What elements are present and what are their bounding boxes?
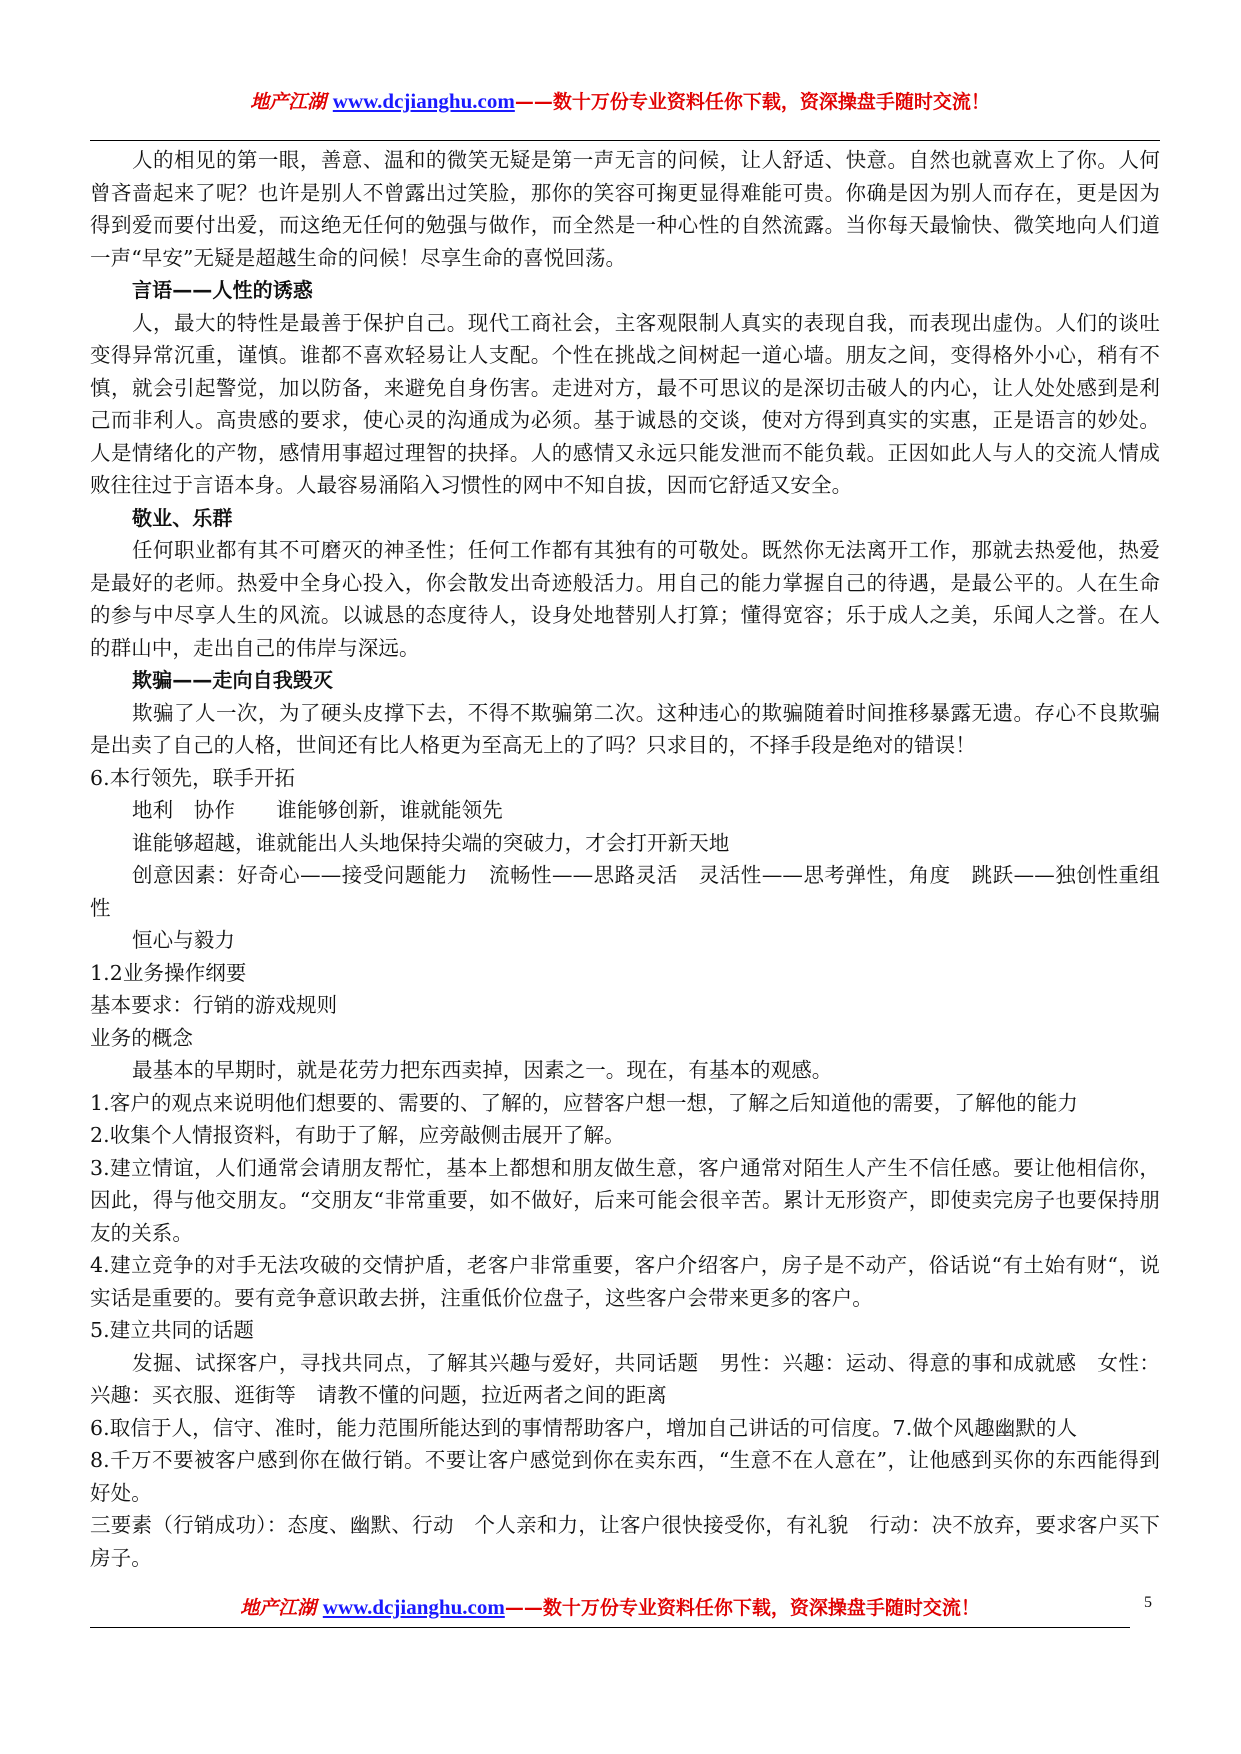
header-banner (90, 88, 1150, 115)
footer-site-link[interactable]: www.dcjianghu.com (322, 1595, 505, 1619)
section-heading: 欺骗——走向自我毁灭 (132, 668, 333, 692)
page-number: 5 (1144, 1594, 1152, 1611)
body-paragraph: 恒心与毅力 (132, 928, 235, 952)
header-rule (90, 140, 1160, 141)
section-heading: 言语——人性的诱惑 (132, 278, 313, 302)
body-paragraph: 创意因素：好奇心——接受问题能力 流畅性——思路灵活 灵活性——思考弹性，角度 跳跃——独创性重组性 (90, 863, 1160, 920)
body-paragraph: 最基本的早期时，就是花劳力把东西卖掉，因素之一。现在，有基本的观感。 (132, 1058, 833, 1082)
section-heading: 敬业、乐群 (132, 505, 233, 530)
body-paragraph: 任何职业都有其不可磨灭的神圣性；任何工作都有其独有的可敬处。既然你无法离开工作，那就去热爱他，热爱是最好的老师。热爱中全身心投入，你会散发出奇迹般活力。用自己的能力掌握自己的待遇，是最公平的。人在生命的参与中尽享人生的风流。以诚恳的态度待人，设身处地替别人打算；懂得宽容；乐于成人之美，乐闻人之誉。在人的群山中，走出自己的伟岸与深远。 (90, 538, 1160, 660)
footer-brand-name: 地产江湖 (240, 1597, 317, 1619)
body-paragraph: 1.客户的观点来说明他们想要的、需要的、了解的，应替客户想一想，了解之后知道他的需要，了解他的能力 (90, 1090, 1078, 1115)
footer-rule (90, 1627, 1130, 1628)
footer-banner (80, 1594, 1140, 1621)
site-link[interactable]: www.dcjianghu.com (332, 89, 515, 113)
document-body (90, 144, 1160, 1574)
body-paragraph: 业务的概念 (90, 1025, 193, 1050)
body-paragraph: 三要素（行销成功）：态度、幽默、行动 个人亲和力，让客户很快接受你，有礼貌 行动：决不放弃，要求客户买下房子。 (90, 1513, 1160, 1570)
body-paragraph: 发掘、试探客户，寻找共同点，了解其兴趣与爱好，共同话题 男性：兴趣：运动、得意的事和成就感 女性：兴趣：买衣服、逛街等 请教不懂的问题，拉近两者之间的距离 (90, 1350, 1160, 1407)
body-paragraph: 6.本行领先，联手开拓 (90, 765, 296, 790)
body-paragraph: 基本要求：行销的游戏规则 (90, 993, 338, 1017)
body-paragraph: 2.收集个人情报资料，有助于了解，应旁敲侧击展开了解。 (90, 1123, 625, 1147)
body-paragraph: 欺骗了人一次，为了硬头皮撑下去，不得不欺骗第二次。这种违心的欺骗随着时间推移暴露无遗。存心不良欺骗是出卖了自己的人格，世间还有比人格更为至高无上的了吗？只求目的，不择手段是绝对的错误！ (90, 700, 1160, 757)
body-paragraph: 人，最大的特性是最善于保护自己。现代工商社会，主客观限制人真实的表现自我，而表现出虚伪。人们的谈吐变得异常沉重，谨慎。谁都不喜欢轻易让人支配。个性在挑战之间树起一道心墙。朋友之间，变得格外小心，稍有不慎，就会引起警觉，加以防备，来避免自身伤害。走进对方，最不可思议的是深切击破人的内心，让人处处感到是利己而非利人。高贵感的要求，使心灵的沟通成为必须。基于诚恳的交谈，使对方得到真实的实惠，正是语言的妙处。人是情绪化的产物，感情用事超过理智的抉择。人的感情又永远只能发泄而不能负载。正因如此人与人的交流人情成败往往过于言语本身。人最容易涌陷入习惯性的网中不知自拔，因而它舒适又安全。 (90, 310, 1160, 497)
brand-name: 地产江湖 (250, 91, 327, 113)
footer-slogan: ——数十万份专业资料任你下载，资深操盘手随时交流！ (504, 1597, 980, 1619)
body-paragraph: 8.千万不要被客户感到你在做行销。不要让客户感觉到你在卖东西，“生意不在人意在”，让他感到买你的东西能得到好处。 (90, 1448, 1160, 1505)
body-paragraph: 6.取信于人，信守、准时，能力范围所能达到的事情帮助客户，增加自己讲话的可信度。7.做个风趣幽默的人 (90, 1415, 1078, 1440)
body-paragraph: 谁能够超越，谁就能出人头地保持尖端的突破力，才会打开新天地 (132, 830, 730, 855)
body-paragraph: 人的相见的第一眼，善意、温和的微笑无疑是第一声无言的问候，让人舒适、快意。自然也就喜欢上了你。人何曾吝啬起来了呢？也许是别人不曾露出过笑脸，那你的笑容可掬更显得难能可贵。你确是因为别人而存在，更是因为得到爱而要付出爱，而这绝无任何的勉强与做作，而全然是一种心性的自然流露。当你每天最愉快、微笑地向人们道一声“早安”无疑是超越生命的问候！尽享生命的喜悦回荡。 (90, 148, 1160, 270)
body-paragraph: 5.建立共同的话题 (90, 1318, 254, 1342)
body-paragraph: 3.建立情谊，人们通常会请朋友帮忙，基本上都想和朋友做生意，客户通常对陌生人产生不信任感。要让他相信你，因此，得与他交朋友。“交朋友“非常重要，如不做好，后来可能会很辛苦。累计无形资产，即使卖完房子也要保持朋友的关系。 (90, 1155, 1160, 1245)
body-paragraph: 4.建立竞争的对手无法攻破的交情护盾，老客户非常重要，客户介绍客户，房子是不动产，俗话说“有土始有财“，说实话是重要的。要有竞争意识敢去拼，注重低价位盘子，这些客户会带来更多的客户。 (90, 1253, 1160, 1310)
body-paragraph: 地利 协作 谁能够创新，谁就能领先 (132, 798, 503, 822)
header-slogan: ——数十万份专业资料任你下载，资深操盘手随时交流！ (514, 91, 990, 113)
body-paragraph: 1.2业务操作纲要 (90, 960, 247, 985)
